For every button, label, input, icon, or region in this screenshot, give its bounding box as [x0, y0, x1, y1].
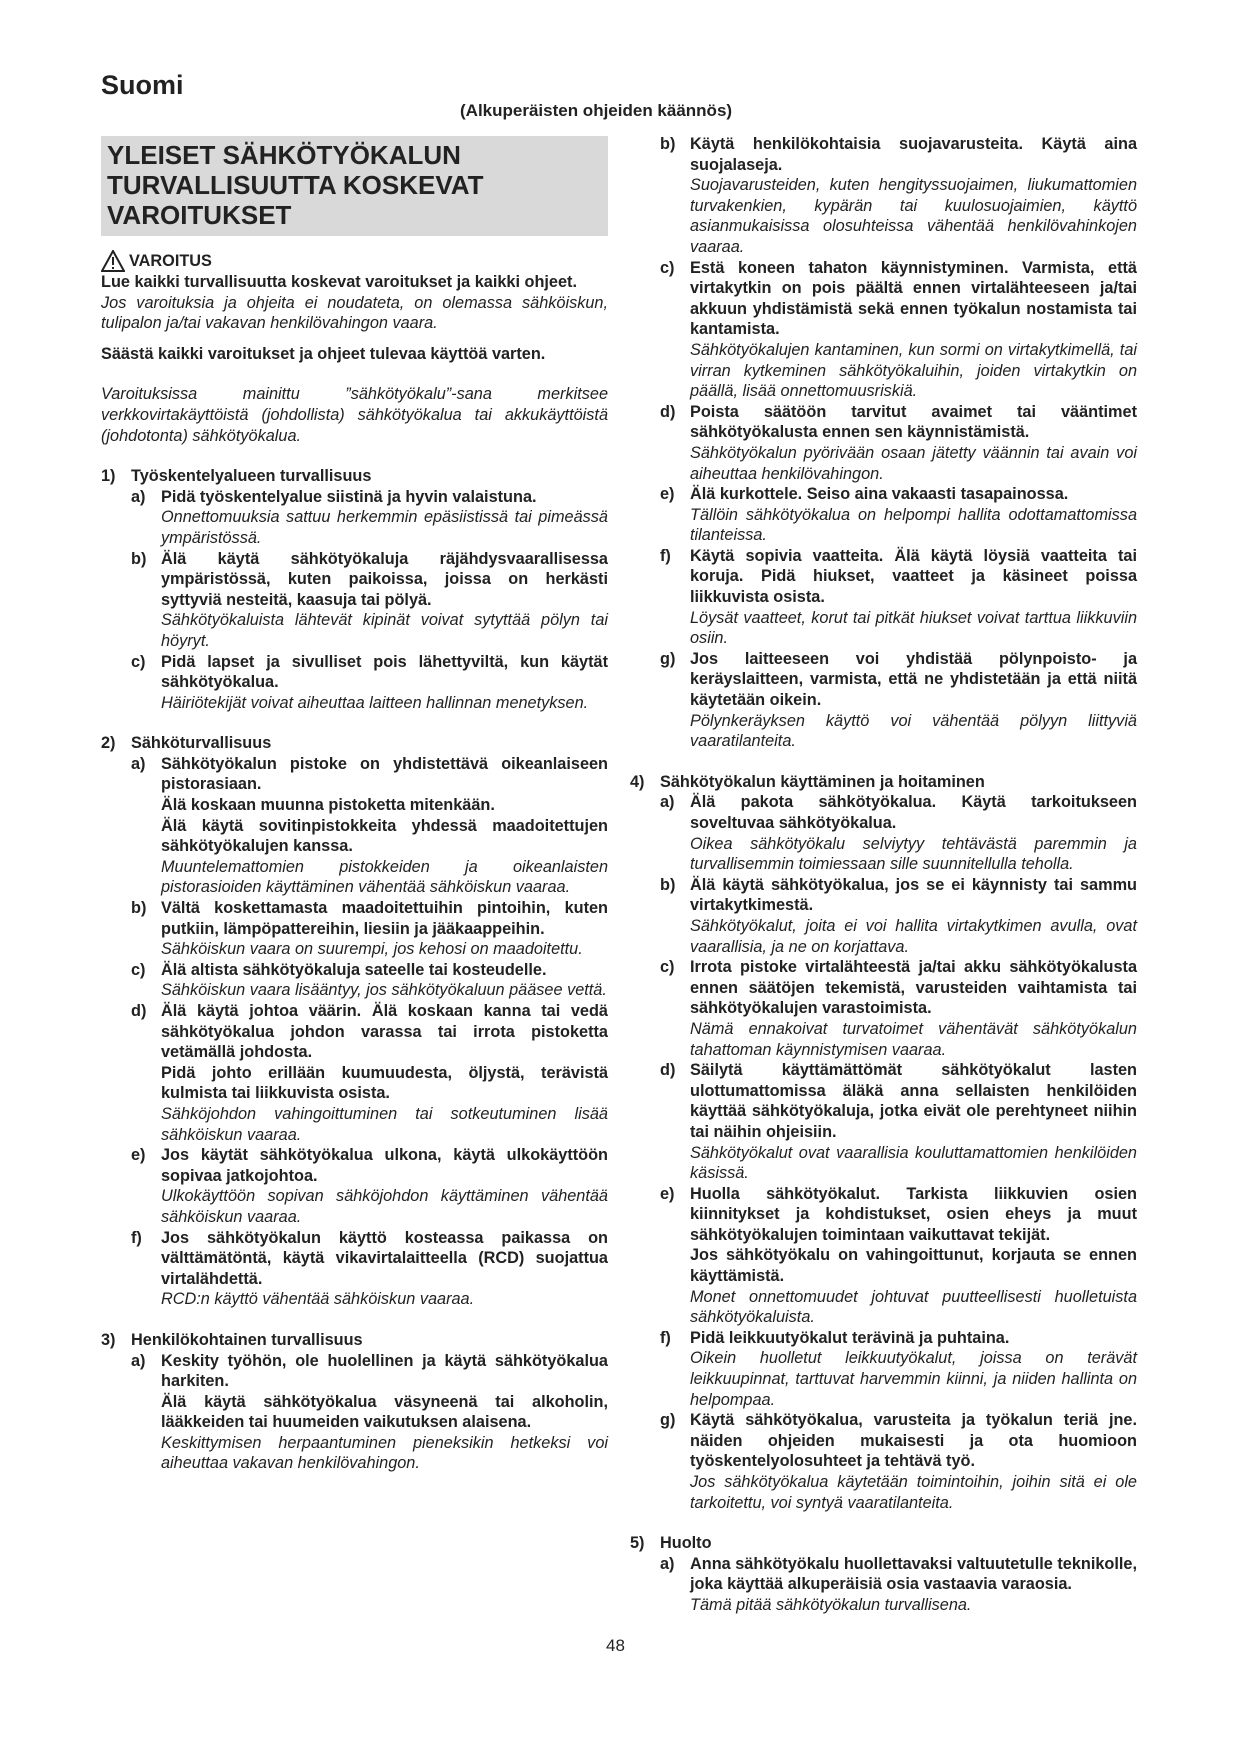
warning-triangle-icon [101, 250, 125, 272]
s3-item-e: e) Älä kurkottele. Seiso aina vakaasti tasapainossa. Tällöin sähkötyökalua on helpompi hallita odottamattomissa tilanteissa. [660, 485, 1137, 545]
s2-item-f: f) Jos sähkötyökalun käyttö kosteassa paikassa on välttämätöntä, käytä vikavirtalaitteella (RCD) suojattua virtalähdettä. RCD:n käyttö vähentää sähköiskun vaaraa. [131, 1228, 608, 1309]
section-1-heading: 1) Työskentelyalueen turvallisuus [101, 467, 372, 486]
s3-item-c: c) Estä koneen tahaton käynnistyminen. Varmista, että virtakytkin on pois päältä ennen virtalähteeseen ja/tai akkuun yhdistämistä sekä ennen työkalun nostamista tai kantamista. Sähkötyökalujen kantaminen, kun sormi on virtakytkimellä, tai virran kytkeminen sähkötyökaluihin, joiden virtakytkin on päällä, lisää onnettomuusriskiä. [660, 258, 1137, 401]
warning-read-all: Lue kaikki turvallisuutta koskevat varoitukset ja kaikki ohjeet. [101, 273, 577, 291]
s2-item-c: c) Älä altista sähkötyökaluja sateelle tai kosteudelle. Sähköiskun vaara lisääntyy, jos sähkötyökaluun pääsee vettä. [131, 960, 607, 1000]
warning-read-all-note: Jos varoituksia ja ohjeita ei noudateta, on olemassa sähköiskun, tulipalon ja/tai vakavan henkilövahingon vaara. [101, 293, 608, 333]
s2-item-a: a) Sähkötyökalun pistoke on yhdistettävä oikeanlaiseen pistorasiaan. Älä koskaan muunna pistoketta mitenkään. Älä käytä sovitinpistokkeita yhdessä maadoitettujen sähkötyökalujen kanssa. Muuntelemattomien pistokkeiden ja oikeanlaisten pistorasioiden käyttäminen vähentää sähköiskun vaaraa. [131, 754, 608, 897]
section-4-heading: 4) Sähkötyökalun käyttäminen ja hoitaminen [630, 772, 985, 791]
s5-item-a: a) Anna sähkötyökalu huollettavaksi valtuutetulle teknikolle, joka käyttää alkuperäisiä osia vastaavia varaosia. Tämä pitää sähkötyökalun turvallisena. [660, 1554, 1137, 1614]
s4-item-d: d) Säilytä käyttämättömät sähkötyökalut lasten ulottumattomissa äläkä anna sellaisten henkilöiden käyttää sähkötyökaluja, jotka eivät ole perehtyneet niihin tai näihin ohjeisiin. Sähkötyökalut ovat vaarallisia kouluttamattomien henkilöiden käsissä. [660, 1061, 1137, 1183]
s4-item-g: g) Käytä sähkötyökalua, varusteita ja työkalun teriä jne. näiden ohjeiden mukaisesti ja ota huomioon työskentelyolosuhteet ja tehtävä työ. Jos sähkötyökalua käytetään toimintoihin, joihin sitä ei ole tarkoitettu, voi syntyä vaaratilanteita. [660, 1411, 1137, 1512]
left-column [101, 132, 608, 1474]
s2-item-d: d) Älä käytä johtoa väärin. Älä koskaan kanna tai vedä sähkötyökalua johdon varassa tai irrota pistoketta vetämällä johdosta. Pidä johto erillään kuumuudesta, öljystä, terävistä kulmista tai liikkuvista osista. Sähköjohdon vahingoittuminen tai sotkeutuminen lisää sähköiskun vaaraa. [131, 1002, 608, 1144]
s1-item-c: c) Pidä lapset ja sivulliset pois lähettyviltä, kun käytät sähkötyökalua. Häiriötekijät voivat aiheuttaa laitteen hallinnan menetyksen. [131, 652, 608, 712]
s3-item-a: a) Keskity työhön, ole huolellinen ja käytä sähkötyökalua harkiten. Älä käytä sähkötyökalua väsyneenä tai alkoholin, lääkkeiden tai huumeiden vaikutuksen alaisena. Keskittymisen herpaantuminen pieneksikin hetkeksi voi aiheuttaa vakavan henkilövahingon. [131, 1351, 608, 1473]
s3-item-d: d) Poista säätöön tarvitut avaimet tai vääntimet sähkötyökalusta ennen sen käynnistämistä. Sähkötyökalun pyörivään osaan jätetty väännin tai avain voi aiheuttaa henkilövahingon. [660, 402, 1137, 483]
title-line: TURVALLISUUTTA KOSKEVAT [107, 170, 484, 200]
s2-item-b: b) Vältä koskettamasta maadoitettuihin pintoihin, kuten putkiin, lämpöpattereihin, liesiin ja jääkaappeihin. Sähköiskun vaara on suurempi, jos kehosi on maadoitettu. [131, 899, 608, 959]
language-heading: Suomi [101, 70, 184, 100]
warning-heading [101, 250, 608, 272]
s3-item-b: b) Käytä henkilökohtaisia suojavarusteita. Käytä aina suojalaseja. Suojavarusteiden, kuten hengityssuojaimen, liukumattomien turvakenkien, kypärän tai kuulosuojaimien, käyttö asianmukaisissa olosuhteissa vähentää henkilövahinkojen vaaraa. [660, 135, 1137, 256]
s3-item-f: f) Käytä sopivia vaatteita. Älä käytä löysiä vaatteita tai koruja. Pidä hiukset, vaatteet ja käsineet poissa liikkuvista osista. Löysät vaatteet, korut tai pitkät hiukset voivat tarttua liikkuviin osiin. [660, 546, 1137, 648]
section-title-box [101, 136, 608, 236]
s1-item-b: b) Älä käytä sähkötyökaluja räjähdysvaarallisessa ympäristössä, kuten paikoissa, joissa on herkästi syttyviä nesteitä, kaasuja tai pölyä. Sähkötyökaluista lähtevät kipinät voivat sytyttää pölyn tai höyryt. [131, 549, 608, 650]
s4-item-c: c) Irrota pistoke virtalähteestä ja/tai akku sähkötyökalusta ennen säätöjen tekemistä, varusteiden vaihtamista tai sähkötyökalujen varastoimista. Nämä ennakoivat turvatoimet vähentävät sähkötyökalun tahattoman käynnistymisen vaaraa. [660, 958, 1137, 1059]
document-subtitle: (Alkuperäisten ohjeiden käännös) [460, 101, 733, 120]
warning-term-note: Varoituksissa mainittu ”sähkötyökalu”-sana merkitsee verkkovirtakäyttöistä (johdollista) sähkötyökalua tai akkukäyttöistä (johdotonta) sähkötyökalua. [101, 385, 608, 445]
s3-item-g: g) Jos laitteeseen voi yhdistää pölynpoisto- ja keräyslaitteen, varmista, että ne yhdistetään ja että niitä käytetään oikein. Pölynkeräyksen käyttö voi vähentää pölyyn liittyviä vaaratilanteita. [660, 649, 1137, 751]
section-5-heading: 5) Huolto [630, 1534, 712, 1553]
s4-item-e: e) Huolla sähkötyökalut. Tarkista liikkuvien osien kiinnitykset ja kohdistukset, osien eheys ja muut sähkötyökalujen toimintaan vaikuttavat tekijät. Jos sähkötyökalu on vahingoittunut, korjauta se ennen käyttämistä. Monet onnettomuudet johtuvat puutteellisesti huolletuista sähkötyökaluista. [660, 1184, 1137, 1327]
warning-save: Säästä kaikki varoitukset ja ohjeet tulevaa käyttöä varten. [101, 344, 546, 363]
s2-item-e: e) Jos käytät sähkötyökalua ulkona, käytä ulkokäyttöön sopivaa jatkojohtoa. Ulkokäyttöön sopivan sähköjohdon käyttäminen vähentää sähköiskun vaaraa. [131, 1146, 608, 1226]
right-column [630, 134, 1137, 1616]
warning-label: VAROITUS [129, 251, 212, 270]
s1-item-a: a) Pidä työskentelyalue siistinä ja hyvin valaistuna. Onnettomuuksia sattuu herkemmin epäsiistissä tai pimeässä ympäristössä. [131, 487, 608, 547]
s4-item-f: f) Pidä leikkuutyökalut terävinä ja puhtaina. Oikein huolletut leikkuutyökalut, joissa on terävät leikkuupinnat, tarttuvat harvemmin kiinni, ja niiden hallinta on helpompaa. [660, 1328, 1137, 1409]
title-line: YLEISET SÄHKÖTYÖKALUN [107, 140, 461, 170]
page-number: 48 [606, 1636, 625, 1655]
section-3-heading: 3) Henkilökohtainen turvallisuus [101, 1330, 363, 1349]
s4-item-b: b) Älä käytä sähkötyökalua, jos se ei käynnisty tai sammu virtakytkimestä. Sähkötyökalut, joita ei voi hallita virtakytkimen avulla, ovat vaarallisia, ja ne on korjattava. [660, 875, 1137, 956]
s4-item-a: a) Älä pakota sähkötyökalua. Käytä tarkoitukseen soveltuvaa sähkötyökalua. Oikea sähkötyökalu selviytyy tehtävästä paremmin ja turvallisemmin toimiessaan sille suunnitellulla teholla. [660, 793, 1137, 874]
title-line: VAROITUKSET [107, 200, 292, 230]
section-2-heading: 2) Sähköturvallisuus [101, 734, 272, 753]
